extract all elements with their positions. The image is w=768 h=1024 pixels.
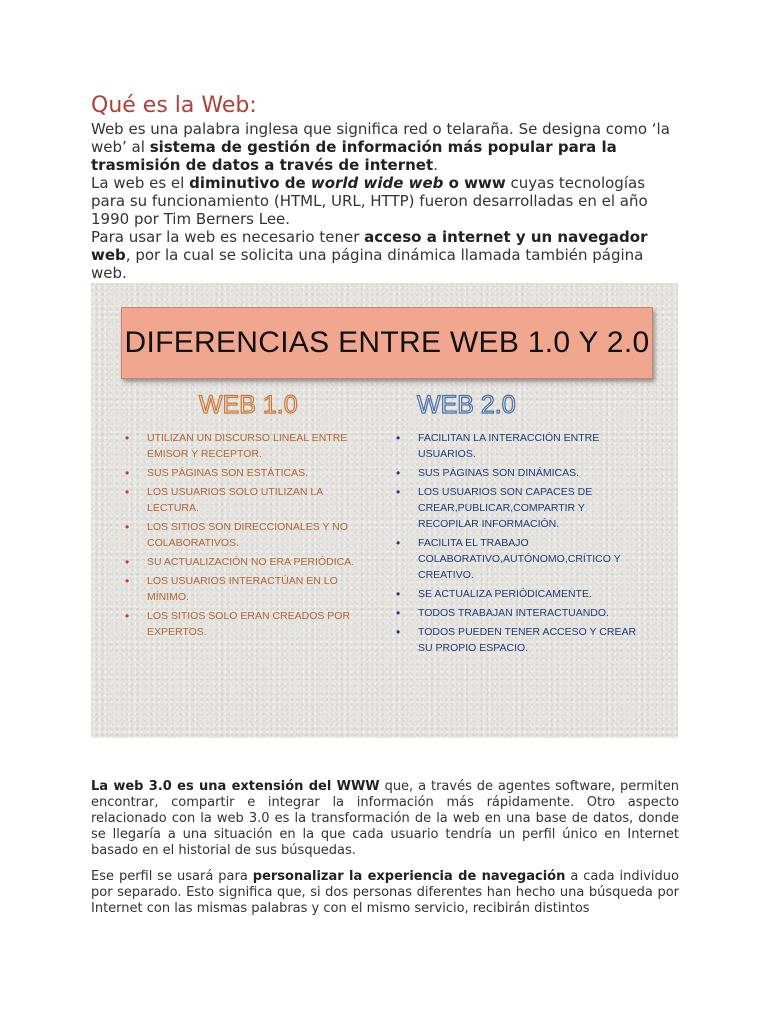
body-paragraph-2 <box>91 869 679 917</box>
bold-text: sistema de gestión de información más popular para la trasmisión de datos a través de internet <box>91 138 617 174</box>
list-item: • LOS SITIOS SON DIRECCIONALES Y NO COLABORATIVOS. <box>125 519 375 551</box>
intro-paragraph-3 <box>91 228 679 282</box>
list-item: • TODOS PUEDEN TENER ACCESO Y CREAR SU PROPIO ESPACIO. <box>396 624 646 656</box>
body-paragraph-1 <box>91 779 679 859</box>
bold-text: acceso a internet y un navegador web <box>91 228 648 264</box>
text: que, a través de agentes software, permiten encontrar, compartir e integrar la información más rápidamente. Otro aspecto relacionado con la web 3.0 es la transformación de la web en una base de datos, donde se llegaría a una situación en la que cada usuario tendría un perfil único en Internet basado en el historial de sus búsquedas. <box>91 779 679 858</box>
intro-paragraph-2 <box>91 174 679 228</box>
web2-heading: WEB 2.0 <box>417 391 516 419</box>
infographic-banner <box>121 307 653 379</box>
body-section <box>91 779 679 927</box>
web1-heading: WEB 1.0 <box>199 391 298 419</box>
bold-text: diminutivo de <box>189 174 311 192</box>
list-item: • SU ACTUALIZACIÓN NO ERA PERIÓDICA. <box>125 554 375 570</box>
list-item: • SUS PÁGINAS SON ESTÁTICAS. <box>125 465 375 481</box>
banner-title: DIFERENCIAS ENTRE WEB 1.0 Y 2.0 <box>124 326 650 359</box>
list-item: • SE ACTUALIZA PERIÓDICAMENTE. <box>396 586 646 602</box>
list-item: • LOS SITIOS SOLO ERAN CREADOS POR EXPERTOS. <box>125 608 375 640</box>
list-item: • LOS USUARIOS SOLO UTILIZAN LA LECTURA. <box>125 484 375 516</box>
page-title: Qué es la Web: <box>91 93 257 118</box>
list-item: • SUS PÁGINAS SON DINÁMICAS. <box>396 465 646 481</box>
list-item: • LOS USUARIOS SON CAPACES DE CREAR,PUBLICAR,COMPARTIR Y RECOPILAR INFORMACIÓN. <box>396 484 646 532</box>
bold-text: La web 3.0 es una extensión del WWW <box>91 779 380 794</box>
bold-italic-text: world wide web <box>310 174 444 192</box>
text: a cada individuo por separado. Esto significa que, si dos personas diferentes han hecho una búsqueda por Internet con las mismas palabras y con el mismo servicio, recibirán distintos <box>91 869 679 916</box>
list-item: • TODOS TRABAJAN INTERACTUANDO. <box>396 605 646 621</box>
text: La web es el <box>91 174 190 192</box>
intro-section <box>91 120 679 282</box>
web1-list <box>125 430 375 643</box>
intro-paragraph-1 <box>91 120 679 174</box>
bold-text: o www <box>443 174 506 192</box>
comparison-infographic <box>91 283 678 738</box>
list-item: • FACILITAN LA INTERACCIÓN ENTRE USUARIOS. <box>396 430 646 462</box>
text: Ese perfil se usará para <box>91 869 253 884</box>
text: Para usar la web es necesario tener <box>91 228 365 246</box>
text: . <box>433 156 438 174</box>
text: , por la cual se solicita una página dinámica llamada también página web. <box>91 246 644 282</box>
list-item: • LOS USUARIOS INTERACTÚAN EN LO MÍNIMO. <box>125 573 375 605</box>
bold-text: personalizar la experiencia de navegación <box>252 869 566 884</box>
web2-list <box>396 430 646 659</box>
text: cuyas tecnologías para su funcionamiento (HTML, URL, HTTP) fueron desarrolladas en el año 1990 por Tim Berners Lee. <box>91 174 648 228</box>
text: Web es una palabra inglesa que significa red o telaraña. Se designa como ‘la web’ al <box>91 120 670 156</box>
list-item: • FACILITA EL TRABAJO COLABORATIVO,AUTÓNOMO,CRÍTICO Y CREATIVO. <box>396 535 646 583</box>
list-item: • UTILIZAN UN DISCURSO LINEAL ENTRE EMISOR Y RECEPTOR. <box>125 430 375 462</box>
